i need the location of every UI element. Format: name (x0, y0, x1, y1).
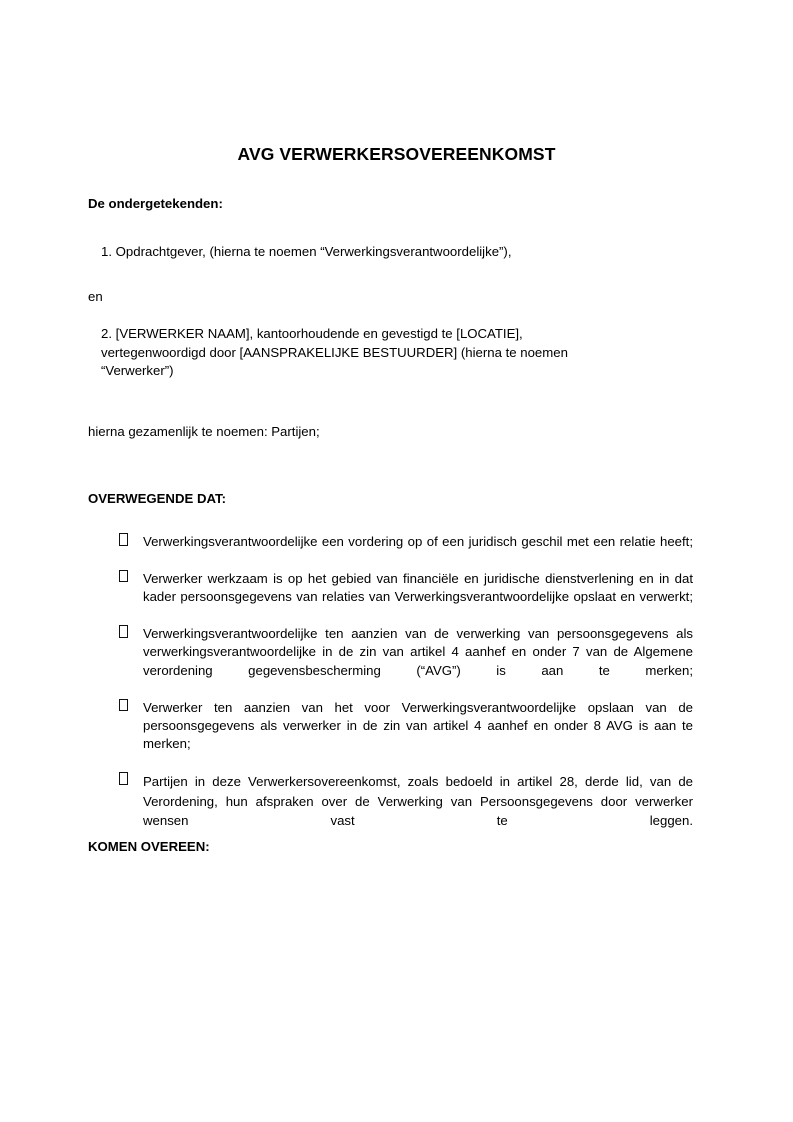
list-item-text: Verwerkingsverantwoordelijke een vordering op of een juridisch geschil met een relatie heeft; (143, 534, 693, 549)
list-item (0, 699, 793, 773)
party-1-paragraph: 1. Opdrachtgever, (hierna te noemen “Verwerkingsverantwoordelijke”), (101, 244, 512, 259)
list-item-text: Verwerkingsverantwoordelijke ten aanzien van de verwerking van persoonsgegevens als verwerkingsverantwoordelijke in de zin van artikel 4 aanhef en onder 7 van de Algemene verordening gegevensbescherming (“AVG”) is aan te merken; (143, 626, 693, 678)
list-item-text: Partijen in deze Verwerkersovereenkomst, zoals bedoeld in artikel 28, derde lid, van de Verordening, hun afspraken over de Verwerking van Persoonsgegevens door verwerker wensen vast te leggen. (143, 774, 693, 829)
list-item-text: Verwerker werkzaam is op het gebied van financiële en juridische dienstverlening en in dat kader persoonsgegevens van relaties van Verwerkingsverantwoordelijke opslaat en verwerkt; (143, 570, 693, 605)
missing-glyph-box-icon (119, 533, 128, 546)
list-item (0, 570, 793, 625)
recitals-list (0, 533, 793, 850)
missing-glyph-box-icon (119, 625, 128, 638)
list-item (0, 533, 793, 570)
missing-glyph-box-icon (119, 772, 128, 785)
page-title: AVG VERWERKERSOVEREENKOMST (237, 143, 556, 164)
list-item (0, 625, 793, 699)
agreement-heading: KOMEN OVEREEN: (88, 839, 210, 854)
party-2-paragraph: 2. [VERWERKER NAAM], kantoorhoudende en gevestigd te [LOCATIE], vertegenwoordigd door [AANSPRAKELIJKE BESTUURDER] (hierna te noemen “Verwerker”) (101, 326, 568, 378)
missing-glyph-box-icon (119, 699, 128, 712)
conjunction-label: en (88, 289, 103, 304)
joint-designation-paragraph: hierna gezamenlijk te noemen: Partijen; (88, 424, 320, 439)
missing-glyph-box-icon (119, 570, 128, 583)
recitals-heading: OVERWEGENDE DAT: (88, 491, 226, 506)
signatories-heading: De ondergetekenden: (88, 196, 223, 211)
list-item-text: Verwerker ten aanzien van het voor Verwerkingsverantwoordelijke opslaan van de persoonsgegevens als verwerker in de zin van artikel 4 aanhef en onder 8 AVG is aan te merken; (143, 699, 693, 752)
